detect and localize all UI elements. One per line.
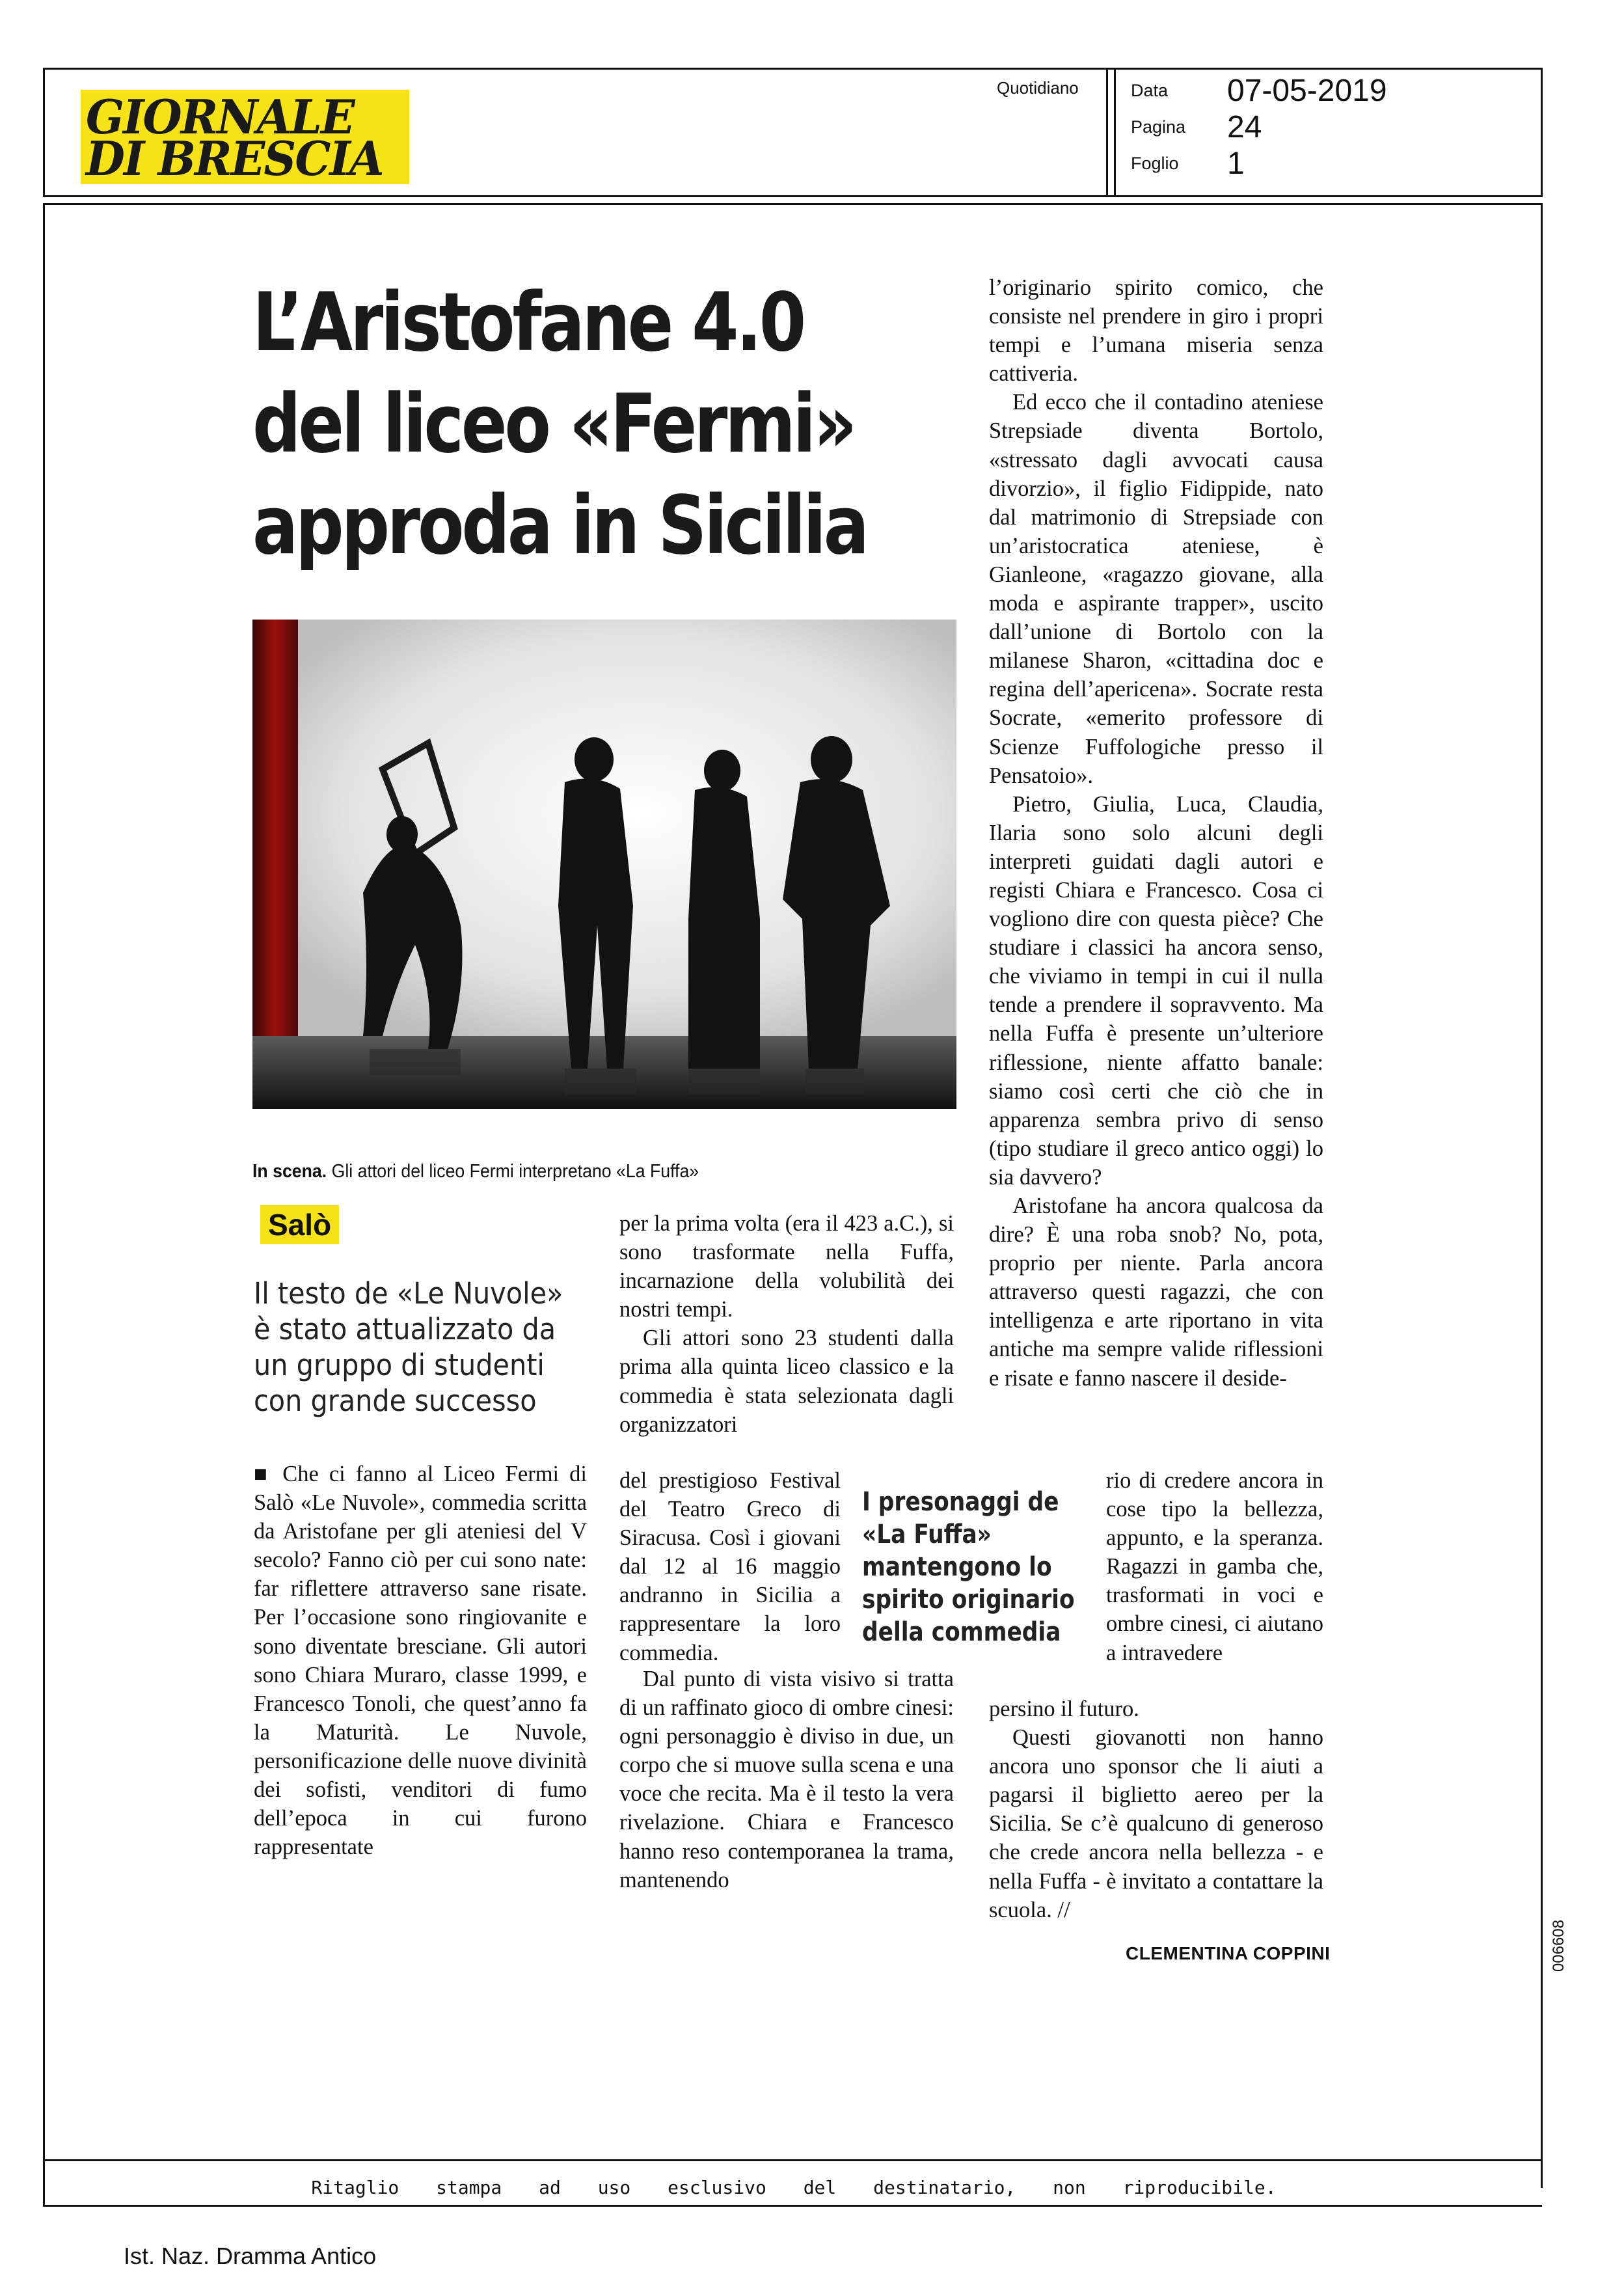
col3-paragraph-5: Questi giovanotti non hanno ancora uno sponsor che li aiuti a pagarsi il biglietto aereo per la Sicilia. Se c’è qualcuno di generoso che crede ancora nella bellezza - e nella Fuffa - è invitato a contattare la scuola. //	[989, 1725, 1323, 1922]
article-photo	[252, 620, 956, 1109]
article-column-3-narrow	[1106, 1466, 1323, 1667]
article-byline: CLEMENTINA COPPINI	[1126, 1943, 1331, 1963]
shadow-theatre-image	[252, 620, 956, 1109]
source-label: Ist. Naz. Dramma Antico	[124, 2243, 377, 2269]
date-label: Data	[1131, 81, 1169, 100]
header-left-line	[43, 68, 45, 197]
logo-line-1: GIORNALE	[86, 89, 354, 144]
col3-paragraph-4-narrow: rio di credere ancora in cose tipo la bellezza, appunto, e la speranza. Ragazzi in gamba che, trasformati in voci e ombre cinesi, ci aiutano a intravedere	[1106, 1468, 1323, 1665]
col2-paragraph-2-top: Gli attori sono 23 studenti dalla prima alla quinta liceo classico e la commedia è stata selezionata dagli organizzatori	[619, 1326, 954, 1437]
header-divider-2	[1114, 68, 1116, 197]
caption-text: Gli attori del liceo Fermi interpretano «La Fuffa»	[331, 1161, 699, 1182]
section-tag: Salò	[260, 1205, 339, 1244]
col3-paragraph-3: Pietro, Giulia, Luca, Claudia, Ilaria sono solo alcuni degli interpreti guidati dagli autori e registi Chiara e Francesco. Cosa ci vogliono dire con questa pièce? Che studiare i classici ha ancora senso, che viviamo in tempi in cui il nulla tende a prendere il sopravvento. Ma nella Fuffa è presente un’ulteriore riflessione, niente affatto banale: siamo così certi che ciò che in apparenza sembra privo di senso (tipo studiare il greco antico oggi) lo sia davvero?	[989, 791, 1323, 1190]
col3-paragraph-4-top: Aristofane ha ancora qualcosa da dire? È una roba snob? No, pota, proprio per niente. Parla ancora attraverso questi ragazzi, che con intelligenza e arte riportano in vita antiche ma sempre valide riflessioni e risate e fanno nascere il deside-	[989, 1194, 1323, 1391]
header-top-line	[43, 68, 1542, 70]
col3-paragraph-1: l’originario spirito comico, che consiste nel prendere in giro i propri tempi e l’umana miseria senza cattiveria.	[989, 275, 1323, 387]
pull-quote: I presonaggi de «La Fuffa» mantengono lo spirito originario della commedia	[862, 1487, 1075, 1647]
col2-paragraph-1: per la prima volta (era il 423 a.C.), si sono trasformate nella Fuffa, incarnazione della volubilità dei nostri tempi.	[619, 1211, 954, 1322]
col2-paragraph-3: Dal punto di vista visivo si tratta di un raffinato gioco di ombre cinesi: ogni personaggio è diviso in due, un corpo che si muove sulla scena e una voce che recita. Ma è il testo la vera rivelazione. Chiara e Francesco hanno reso contemporanea la trama, mantenendo	[619, 1667, 954, 1892]
headline-line-1: L’Aristofane 4.0	[252, 276, 804, 370]
logo-line-2: DI BRESCIA	[86, 131, 383, 186]
side-code: 006608	[1550, 1919, 1567, 1972]
article-column-2-top	[619, 1209, 954, 1439]
article-column-1	[254, 1460, 587, 1861]
col1-paragraph: ■ Che ci fanno al Liceo Fermi di Salò «Le Nuvole», commedia scritta da Aristofane per gli ateniesi del V secolo? Fanno ciò per cui sono nate: far riflettere attraverso sane risate. Per l’occasione sono ringiovanite e sono diventate bresciane. Gli autori sono Chiara Muraro, classe 1999, e Francesco Tonoli, che quest’anno fa la Maturità. Le Nuvole, personificazione delle nuove divinità dei sofisti, venditori di fumo dell’epoca in cui furono rappresentate	[254, 1462, 587, 1860]
footer-note: Ritaglio stampa ad uso esclusivo del destinatario, non riproducibile.	[311, 2177, 1277, 2198]
article-column-2-narrow	[619, 1466, 841, 1667]
col2-paragraph-2-narrow: del prestigioso Festival del Teatro Greco di Siracusa. Così i giovani dal 12 al 16 maggio andranno in Sicilia a rappresentare la loro commedia.	[619, 1468, 841, 1665]
caption-lead: In scena.	[252, 1161, 327, 1182]
header-divider-1	[1106, 68, 1108, 197]
header-right-line	[1541, 68, 1543, 197]
article-frame-left	[43, 203, 45, 2206]
masthead-logo	[81, 90, 409, 184]
headline-line-3: approda in Sicilia	[252, 479, 867, 573]
header-bottom-line	[43, 195, 1542, 197]
article-subhead: Il testo de «Le Nuvole» è stato attualizzato da un gruppo di studenti con grande successo	[254, 1276, 563, 1418]
article-frame-right	[1541, 203, 1543, 2188]
article-frame-bottom	[43, 2205, 1542, 2207]
article-column-2-bottom	[619, 1665, 954, 1894]
page-value: 24	[1227, 110, 1262, 144]
article-column-3-top	[989, 273, 1323, 1393]
photo-caption	[252, 1161, 699, 1182]
article-frame-top	[43, 203, 1542, 205]
article-column-3-bottom	[989, 1695, 1323, 1924]
headline-line-2: del liceo «Fermi»	[252, 377, 855, 471]
col3-paragraph-4-end: persino il futuro.	[989, 1697, 1139, 1721]
sheet-label: Foglio	[1131, 154, 1179, 173]
col3-paragraph-2: Ed ecco che il contadino ateniese Strepsiade diventa Bortolo, «stressato dagli avvocati causa divorzio», il figlio Fidippide, nato dal matrimonio di Strepsiade con un’aristocratica ateniese, è Gianleone, «ragazzo giovane, alla moda e aspirante trapper», uscito dall’unione di Bortolo con la milanese Sharon, «cittadina doc e regina dell’apericena». Socrate resta Socrate, «emerito professore di Scienze Fuffologiche presso il Pensatoio».	[989, 390, 1323, 788]
article-headline	[252, 272, 867, 577]
sheet-value: 1	[1227, 146, 1245, 181]
date-value: 07-05-2019	[1227, 74, 1387, 108]
frequency-label: Quotidiano	[997, 78, 1079, 98]
article-frame-mid	[43, 2159, 1542, 2161]
page-label: Pagina	[1131, 117, 1186, 137]
